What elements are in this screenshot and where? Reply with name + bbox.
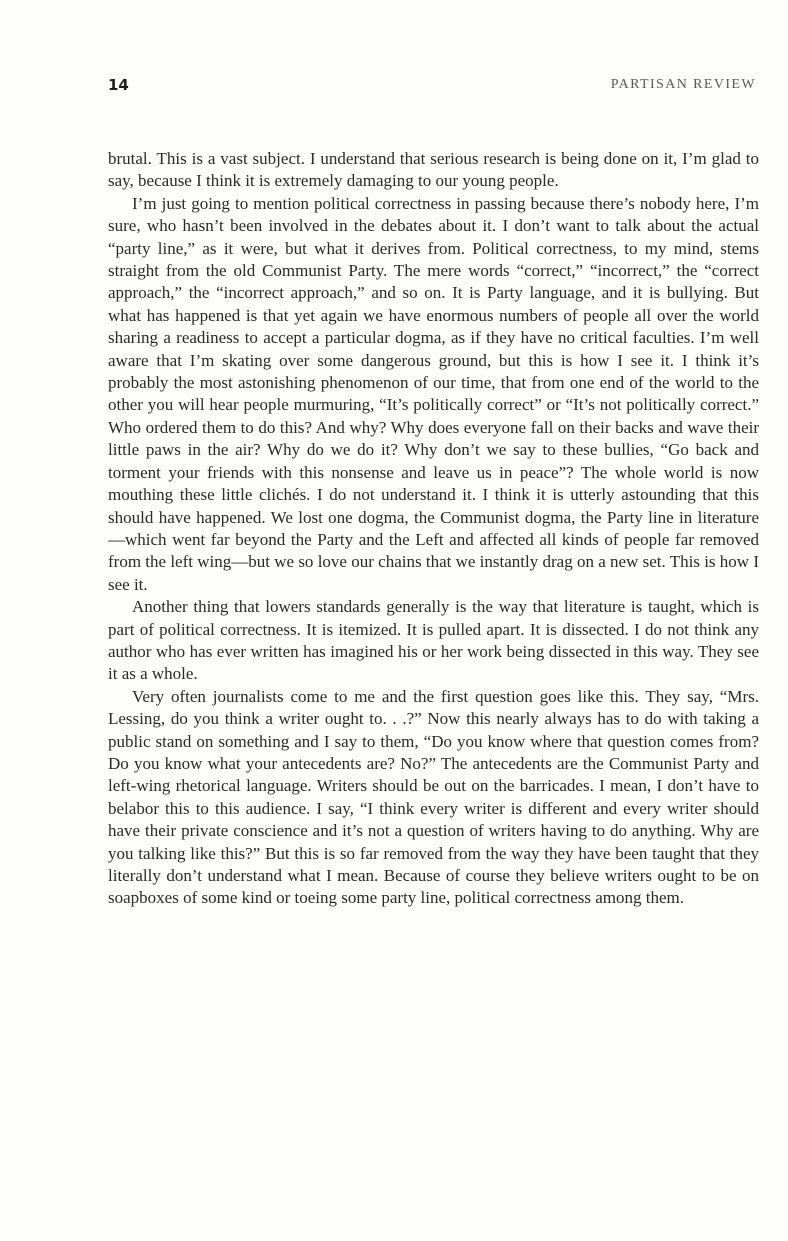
journal-title: PARTISAN REVIEW — [610, 77, 756, 92]
paragraph-continued: brutal. This is a vast subject. I understand that serious research is being done on it, I’m glad to say, because I think it is extremely damaging to our young people. — [108, 149, 759, 191]
paragraph-journalists: Very often journalists come to me and the first question goes like this. They say, “Mrs. Lessing, do you think a writer ought to. . .?” Now this nearly always has to do with taking a public stand on something and I say to them, “Do you know where that question comes from? Do you know what your antecedents are? No?” The antecedents are the Communist Party and left-wing rhetorical language. Writers should be out on the barricades. I mean, I don’t have to belabor this to this audience. I say, “I think every writer is different and every writer should have their private conscience and it’s not a question of writers having to do anything. Why are you talking like this?” But this is so far removed from the way they have been taught that they literally don’t understand what I mean. Because of course they believe writers ought to be on soapboxes of some kind or toeing some party line, political correctness among them. — [108, 686, 759, 908]
paragraph-political-correctness: I’m just going to mention political correctness in passing because there’s nobody here, I’m sure, who hasn’t been involved in the debates about it. I don’t want to talk about the actual “party line,” as it were, but what it derives from. Political correctness, to my mind, stems straight from the old Communist Party. The mere words “correct,” “incorrect,” the “correct approach,” the “incorrect approach,” and so on. It is Party language, and it is bullying. But what has happened is that yet again we have enormous numbers of people all over the world sharing a readiness to accept a particular dogma, as if they have no critical faculties. I’m well aware that I’m skating over some dangerous ground, but this is how I see it. I think it’s probably the most astonishing phenomenon of our time, that from one end of the world to the other you will hear people murmuring, “It’s politically correct” or “It’s not politically correct.” Who ordered them to do this? And why? Why does everyone fall on their backs and wave their little paws in the air? Why do we do it? Why don’t we say to these bullies, “Go back and torment your friends with this nonsense and leave us in peace”? The whole world is now mouthing these little clichés. I do not understand it. I think it is utterly astounding that this should have happened. We lost one dogma, the Communist dogma, the Party line in literature—which went far beyond the Party and the Left and affected all kinds of people far removed from the left wing—but we so love our chains that we instantly drag on a new set. This is how I see it. — [108, 193, 759, 594]
running-head — [108, 76, 756, 100]
body-text — [108, 148, 759, 910]
paragraph-literature-taught: Another thing that lowers standards generally is the way that literature is taught, which is part of political correctness. It is itemized. It is pulled apart. It is dissected. I do not think any author who has ever written has imagined his or her work being dissected in this way. They see it as a whole. — [108, 597, 759, 684]
page-number: 14 — [108, 76, 129, 94]
